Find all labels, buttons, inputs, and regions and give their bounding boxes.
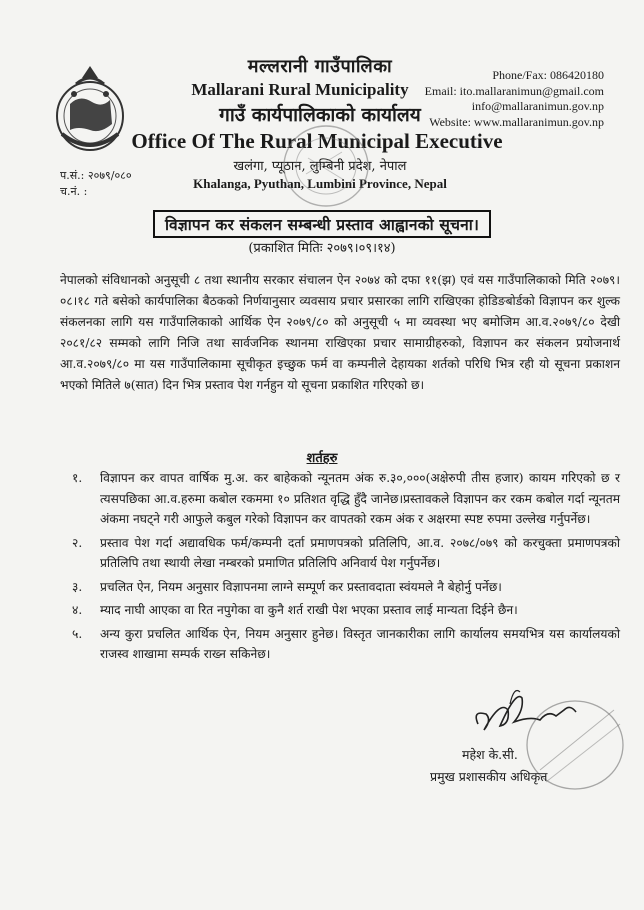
contact-block [425, 68, 604, 130]
office-stamp-icon [248, 118, 378, 214]
address-nepali: खलंगा, प्यूठान, लुम्बिनी प्रदेश, नेपाल [233, 159, 407, 174]
letter-number: प.सं.: २०७९/०८० [60, 169, 132, 182]
office-name-english: Office Of The Rural Municipal Executive [131, 129, 503, 153]
term-text: विज्ञापन कर वापत वार्षिक मु.अ. कर बाहेकको न्यूनतम अंक रु.३०,०००(अक्षेरुपी तीस हजार) कायम गरिएको छ र त्यसपछिका आ.व.हरुमा कबोल रकममा १० प्रतिशत वृद्धि हुँदै जानेछ।प्रस्तावकले विज्ञापन कर रकम कबोल गर्दा न्यूनतम अंकमा नघट्ने गरी आफुले कबुल गरेको विज्ञापन कर वापतको रकम अंक र अक्षरमा स्पष्ट रुपमा उल्लेख गर्नुपर्नेछ। [100, 471, 620, 526]
signer-name: महेश के.सी. [462, 747, 518, 762]
published-date: (प्रकाशित मितिः २०७९।०९।१४) [248, 241, 396, 256]
term-number: १. [72, 471, 83, 485]
terms-heading: शर्तहरु [306, 451, 338, 466]
website: Website: www.mallaranimun.gov.np [429, 114, 604, 129]
signer-title: प्रमुख प्रशासकीय अधिकृत [430, 769, 548, 784]
term-number: २. [72, 535, 83, 550]
dispatch-number: च.नं. : [60, 185, 88, 198]
term-text: म्याद नाघी आएका वा रित नपुगेका वा कुनै शर्त राखी पेश भएका प्रस्ताव लाई मान्यता दिईने छैन। [100, 603, 518, 617]
term-item [60, 533, 620, 574]
email-ito: Email: ito.mallaranimun@gmail.com [424, 83, 604, 98]
term-item [60, 600, 620, 621]
phone-fax: Phone/Fax: 086420180 [492, 68, 604, 82]
municipality-name-english: Mallarani Rural Municipality [191, 80, 409, 99]
notice-body: नेपालको संविधानको अनुसूची ८ तथा स्थानीय सरकार संचालन ऐन २०७४ को दफा ११(झ) एवं यस गाउँपालिकाको मिति २०७९।०८।१८ गते बसेको कार्यपालिका बैठकको निर्णयानुसार व्यवसाय प्रचार प्रसारका लागि राखिएका होडिङबोर्डको विज्ञापन कर शुल्क संकलनका लागि यस गाउँपालिकाको आर्थिक ऐन २०७९/८० को अनुसूची ५ मा व्यवस्था भए बमोजिम आ.व.२०७९/८० देखी २०८१/८२ सम्मको लागि निजि तथा सार्वजनिक स्थानमा राखिएका प्रचार सामाग्रीहरुको, विज्ञापन कर संकलन प्रयोजनार्थ आ.व.२०७९/८० मा यस गाउँपालिकामा सूचीकृत इच्छुक फर्म वा कम्पनीले देहायका शर्तको परिधि भित्र रही यो सूचना प्रकाशन भएको मितिले ७(सात) दिन भित्र प्रस्ताव पेश गर्नहुन यो सूचना प्रकाशित गरिएको छ। [60, 273, 621, 392]
notice-title: विज्ञापन कर संकलन सम्बन्धी प्रस्ताव आह्वानको सूचना। [153, 210, 491, 238]
term-number: ४. [72, 603, 83, 617]
municipality-name-nepali: मल्लरानी गाउँपालिका [247, 56, 393, 77]
email-info: info@mallaranimun.gov.np [471, 99, 604, 113]
term-number: ३. [72, 579, 83, 594]
term-text: प्रस्ताव पेश गर्दा अद्यावधिक फर्म/कम्पनी दर्ता प्रमाणपत्रको प्रतिलिपि, आ.व. २०७८/०७९ को करचुक्ता प्रमाणपत्रको प्रतिलिपि तथा स्थायी लेखा नम्बरको प्रमाणित प्रतिलिपि अनिवार्य पेश गर्नुपर्नेछ। [100, 535, 620, 570]
term-number: ५. [72, 626, 83, 641]
reference-numbers [60, 168, 132, 200]
term-text: अन्य कुरा प्रचलित आर्थिक ऐन, नियम अनुसार हुनेछ। विस्तृत जानकारीका लागि कार्यालय समयभित्र यस कार्यालयको राजस्व शाखामा सम्पर्क राख्न सकिनेछ। [100, 626, 620, 661]
term-item [60, 624, 620, 665]
address-english: Khalanga, Pyuthan, Lumbini Province, Nepal [193, 176, 447, 191]
terms-list [60, 468, 620, 668]
term-text: प्रचलित ऐन, नियम अनुसार विज्ञापनमा लाग्ने सम्पूर्ण कर प्रस्तावदाता स्वंयमले नै बेहोर्नु पर्नेछ। [100, 579, 502, 594]
term-item [60, 468, 620, 530]
term-item [60, 577, 620, 598]
notice-title-wrap [0, 210, 644, 238]
office-name-nepali: गाउँ कार्यपालिकाको कार्यालय [219, 104, 421, 126]
